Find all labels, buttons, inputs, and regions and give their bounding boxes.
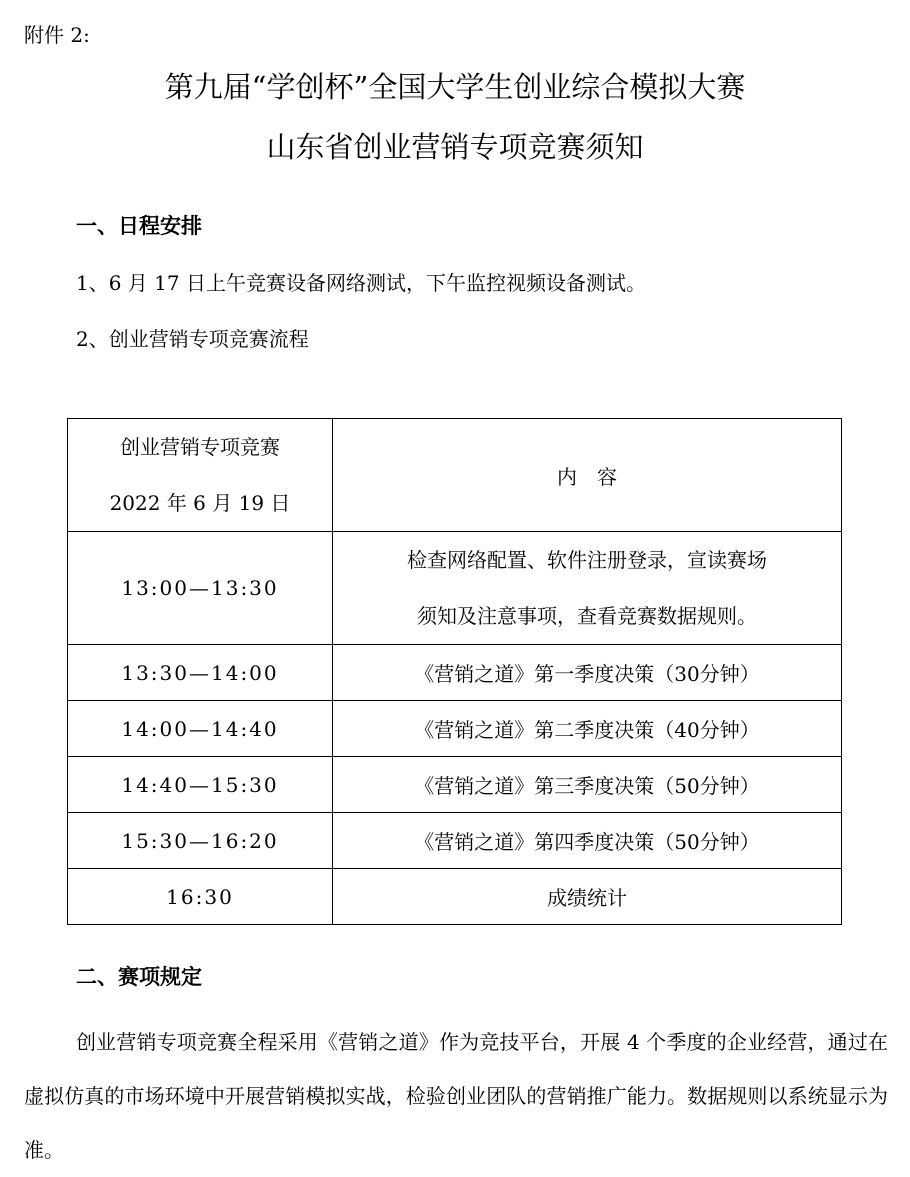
header-content-cell: 内 容 — [333, 419, 842, 532]
section-heading-schedule: 一、日程安排 — [76, 213, 202, 238]
row-content: 《营销之道》第四季度决策（50分钟） — [333, 813, 842, 869]
table-row — [68, 701, 842, 757]
row-time: 13:00—13:30 — [68, 532, 333, 645]
row-content: 《营销之道》第二季度决策（40分钟） — [333, 701, 842, 757]
section-heading-rules: 二、赛项规定 — [76, 964, 202, 989]
row-time: 16:30 — [68, 869, 333, 925]
header-time-line-2: 2022 年 6 月 19 日 — [109, 491, 291, 515]
row-content — [333, 532, 842, 645]
row-content: 成绩统计 — [333, 869, 842, 925]
document-title-line-2: 山东省创业营销专项竞赛须知 — [266, 130, 644, 164]
row-time: 13:30—14:00 — [68, 645, 333, 701]
header-time-line-1: 创业营销专项竞赛 — [120, 435, 280, 459]
document-title-line-1: 第九届“学创杯”全国大学生创业综合模拟大赛 — [164, 70, 746, 104]
row-content-line-2: 须知及注意事项，查看竞赛数据规则。 — [417, 604, 757, 628]
schedule-item-2: 2、创业营销专项竞赛流程 — [76, 327, 309, 351]
rules-paragraph: 创业营销专项竞赛全程采用《营销之道》作为竞技平台，开展 4 个季度的企业经营，通过在虚拟仿真的市场环境中开展营销模拟实战，检验创业团队的营销推广能力。数据规则以系统显示为准。 — [24, 1030, 888, 1162]
header-time-cell — [68, 419, 333, 532]
row-content: 《营销之道》第三季度决策（50分钟） — [333, 757, 842, 813]
table-row — [68, 757, 842, 813]
row-time: 14:00—14:40 — [68, 701, 333, 757]
row-content-line-1: 检查网络配置、软件注册登录，宣读赛场 — [407, 548, 767, 572]
table-row — [68, 813, 842, 869]
row-content: 《营销之道》第一季度决策（30分钟） — [333, 645, 842, 701]
row-time: 15:30—16:20 — [68, 813, 333, 869]
table-header-row — [68, 419, 842, 532]
schedule-item-1: 1、6 月 17 日上午竞赛设备网络测试，下午监控视频设备测试。 — [76, 271, 646, 295]
attachment-label: 附件 2: — [24, 23, 90, 47]
schedule-table — [67, 418, 842, 925]
table-row — [68, 532, 842, 645]
table-row — [68, 869, 842, 925]
table-row — [68, 645, 842, 701]
row-time: 14:40—15:30 — [68, 757, 333, 813]
